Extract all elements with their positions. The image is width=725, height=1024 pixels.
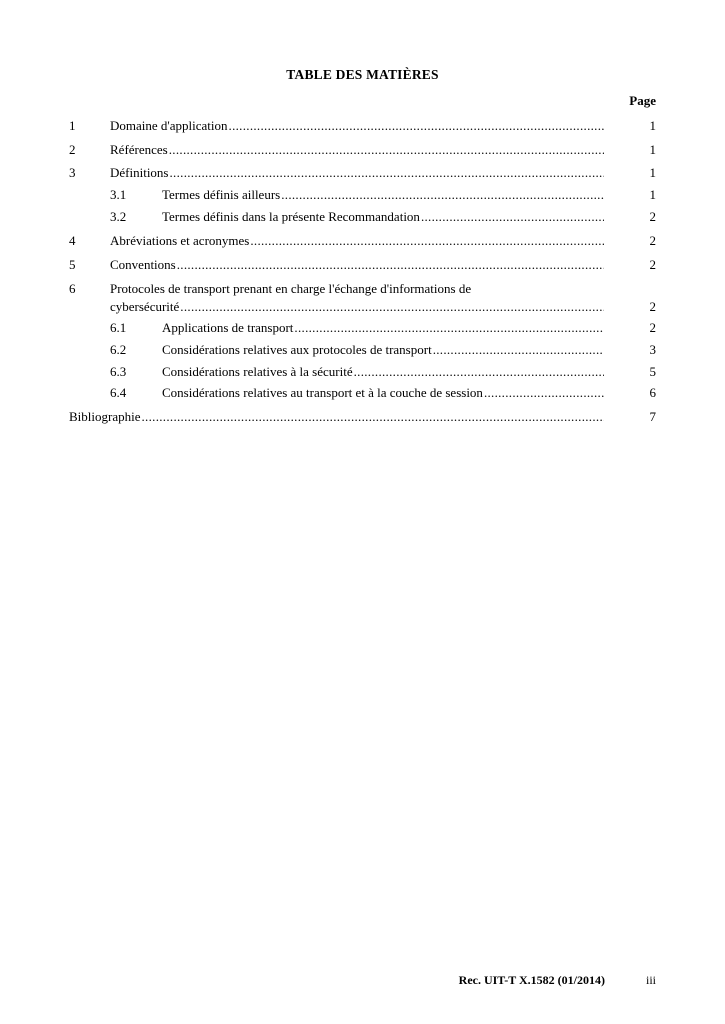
section-title: Termes définis ailleurs <box>162 187 281 202</box>
page-number: 2 <box>649 257 656 272</box>
document-title: TABLE DES MATIÈRES <box>286 67 439 82</box>
page-number: 1 <box>649 187 656 202</box>
page-number: 2 <box>649 233 656 248</box>
section-title: Bibliographie <box>69 409 141 424</box>
toc-entry[interactable] <box>0 341 725 359</box>
page-number: 2 <box>649 209 656 224</box>
toc-entry[interactable] <box>0 186 725 204</box>
page-number: 2 <box>649 299 656 314</box>
toc-entry[interactable] <box>0 319 725 337</box>
section-number: 6.2 <box>110 342 127 357</box>
page-number: 2 <box>649 320 656 335</box>
section-number: 3.2 <box>110 209 127 224</box>
section-title-leader <box>110 141 604 159</box>
section-title-leader <box>162 319 604 337</box>
toc-entry[interactable] <box>0 280 725 320</box>
section-number: 6.3 <box>110 364 127 379</box>
section-number: 4 <box>69 233 76 248</box>
toc-entry-bibliography[interactable] <box>0 408 725 426</box>
section-title-leader <box>110 298 604 316</box>
footer-reference: Rec. UIT-T X.1582 (01/2014) <box>458 973 605 987</box>
toc-entry[interactable] <box>0 208 725 226</box>
section-number: 6 <box>69 281 76 296</box>
section-title: Applications de transport <box>162 320 294 335</box>
section-title-line1: Protocoles de transport prenant en charge l'échange d'informations de <box>110 281 472 296</box>
toc-entry[interactable] <box>0 363 725 381</box>
section-title-leader <box>110 117 604 135</box>
section-number: 6.4 <box>110 385 127 400</box>
toc-entry[interactable] <box>0 164 725 182</box>
section-number: 2 <box>69 142 76 157</box>
section-title: Considérations relatives au transport et à la couche de session <box>162 385 483 400</box>
section-title-leader <box>69 408 604 426</box>
section-title: Termes définis dans la présente Recommandation <box>162 209 420 224</box>
page-number: 1 <box>649 165 656 180</box>
toc-entry[interactable] <box>0 117 725 135</box>
section-title: Conventions <box>110 257 176 272</box>
page-number: 6 <box>649 385 656 400</box>
section-title-leader <box>110 232 604 250</box>
section-number: 6.1 <box>110 320 127 335</box>
section-title-leader <box>110 256 604 274</box>
section-title-leader <box>162 341 604 359</box>
toc-entry[interactable] <box>0 141 725 159</box>
page-number: 7 <box>649 409 656 424</box>
section-title: Domaine d'application <box>110 118 228 133</box>
page-number: 5 <box>649 364 656 379</box>
section-number: 3 <box>69 165 76 180</box>
section-title: Considérations relatives aux protocoles de transport <box>162 342 432 357</box>
section-title-leader <box>162 208 604 226</box>
section-title-line2: cybersécurité <box>110 299 180 314</box>
section-title-leader <box>162 363 604 381</box>
toc-entry[interactable] <box>0 232 725 250</box>
section-title: Considérations relatives à la sécurité <box>162 364 353 379</box>
section-title-leader <box>162 384 604 402</box>
section-title-leader <box>162 186 604 204</box>
page-number: 1 <box>649 142 656 157</box>
section-title: Abréviations et acronymes <box>110 233 250 248</box>
page-number: 1 <box>649 118 656 133</box>
section-number: 5 <box>69 257 76 272</box>
toc-entry[interactable] <box>0 384 725 402</box>
toc-entry[interactable] <box>0 256 725 274</box>
page-number: 3 <box>649 342 656 357</box>
section-title: Définitions <box>110 165 169 180</box>
section-title: Références <box>110 142 168 157</box>
section-number: 3.1 <box>110 187 127 202</box>
page-column-header: Page <box>629 93 656 108</box>
section-title-leader <box>110 164 604 182</box>
footer-page-number: iii <box>645 973 656 987</box>
section-number: 1 <box>69 118 76 133</box>
